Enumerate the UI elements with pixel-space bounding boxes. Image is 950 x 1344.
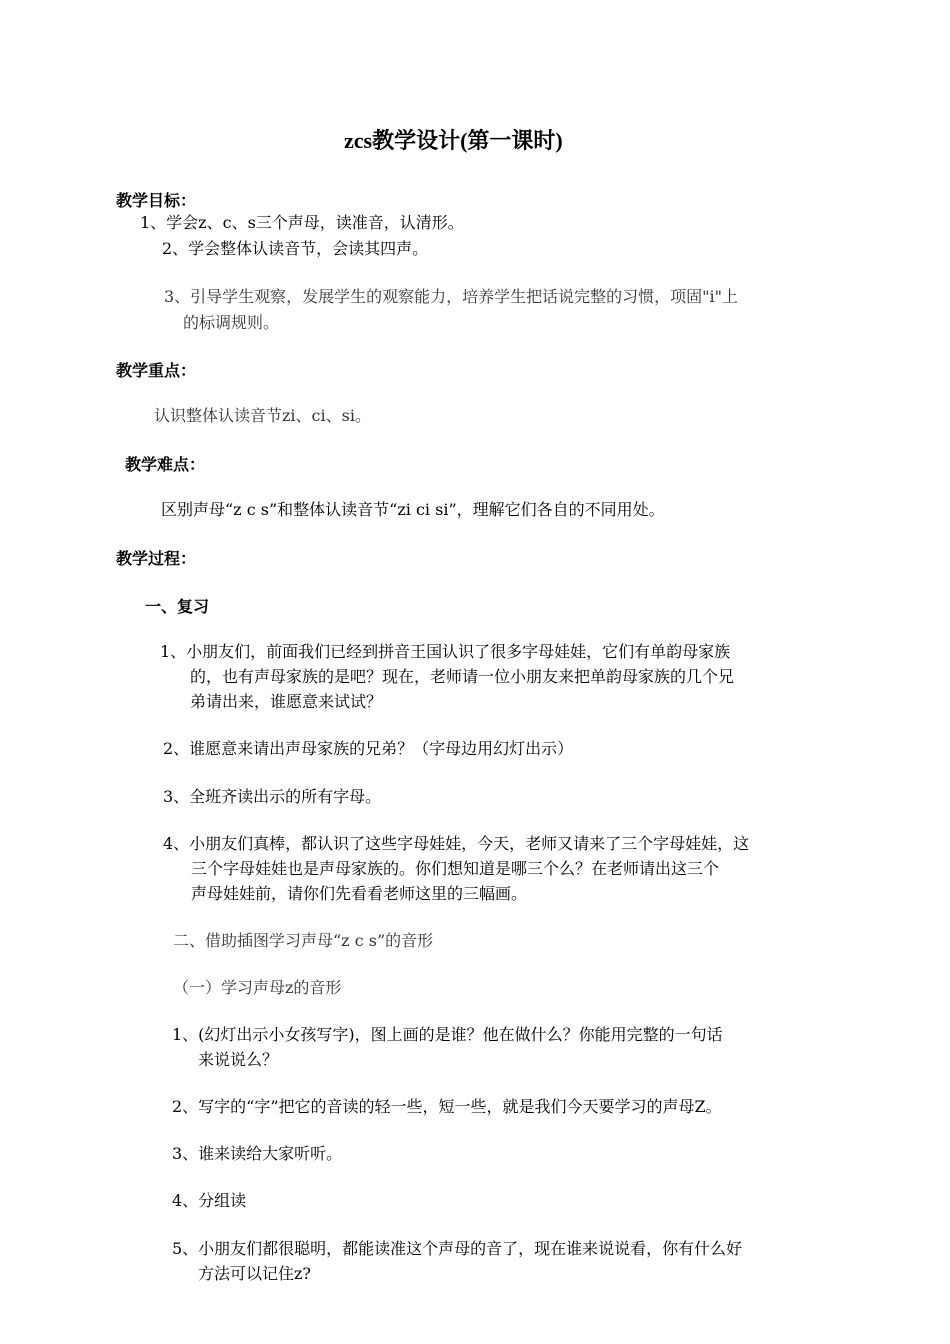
step-item-1: 1、(幻灯出示小女孩写字)，图上画的是谁？他在做什么？你能用完整的一句话 <box>172 1025 723 1044</box>
step-item-1-cont: 来说说么？ <box>198 1050 279 1069</box>
difficulty-heading: 教学难点： <box>125 455 206 474</box>
goals-heading: 教学目标： <box>116 191 197 210</box>
review-item-4: 4、小朋友们真棒，都认识了这些字母娃娃，今天，老师又请来了三个字母娃娃，这 <box>163 834 750 853</box>
review-item-4-cont: 三个字母娃娃也是声母家族的。你们想知道是哪三个么？在老师请出这三个 <box>191 859 720 878</box>
page-title: zcs教学设计(第一课时) <box>344 128 563 153</box>
review-item-4-cont: 声母娃娃前，请你们先看看老师这里的三幅画。 <box>191 884 528 903</box>
subsection-z-heading: （一）学习声母z的音形 <box>173 978 342 997</box>
step-item-5: 5、小朋友们都很聪明，都能读准这个声母的音了，现在谁来说说看，你有什么好 <box>172 1239 743 1258</box>
goal-item-1: 1、学会z、c、s三个声母，读准音，认清形。 <box>140 213 464 232</box>
goal-item-2: 2、学会整体认读音节，会读其四声。 <box>162 239 429 258</box>
step-item-5-cont: 方法可以记住z? <box>198 1264 312 1283</box>
review-item-1: 1、小朋友们，前面我们已经到拼音王国认识了很多字母娃娃，它们有单韵母家族 <box>160 642 731 661</box>
review-item-1-cont: 的，也有声母家族的是吧？现在，老师请一位小朋友来把单韵母家族的几个兄 <box>190 667 735 686</box>
process-heading: 教学过程： <box>116 549 197 568</box>
section-review-heading: 一、复习 <box>145 597 210 616</box>
review-item-2: 2、谁愿意来请出声母家族的兄弟？（字母边用幻灯出示） <box>163 739 574 758</box>
step-item-4: 4、分组读 <box>172 1191 247 1210</box>
key-heading: 教学重点： <box>116 361 197 380</box>
section-pinyin-heading: 二、借助插图学习声母“z c s”的音形 <box>173 931 434 950</box>
goal-item-3: 3、引导学生观察，发展学生的观察能力，培养学生把话说完整的习惯，项固"i"上 <box>164 287 739 306</box>
review-item-3: 3、全班齐读出示的所有字母。 <box>163 787 382 806</box>
review-item-1-cont: 弟请出来，谁愿意来试试？ <box>190 692 383 711</box>
key-text: 认识整体认读音节zi、ci、si。 <box>154 406 371 425</box>
step-item-3: 3、谁来读给大家听听。 <box>172 1144 343 1163</box>
difficulty-text: 区别声母“z c s”和整体认读音节“zi ci si”，理解它们各自的不同用处。 <box>161 500 665 519</box>
goal-item-3-cont: 的标调规则。 <box>183 313 280 332</box>
step-item-2: 2、写字的“字”把它的音读的轻一些，短一些，就是我们今天要学习的声母Z。 <box>172 1097 722 1116</box>
